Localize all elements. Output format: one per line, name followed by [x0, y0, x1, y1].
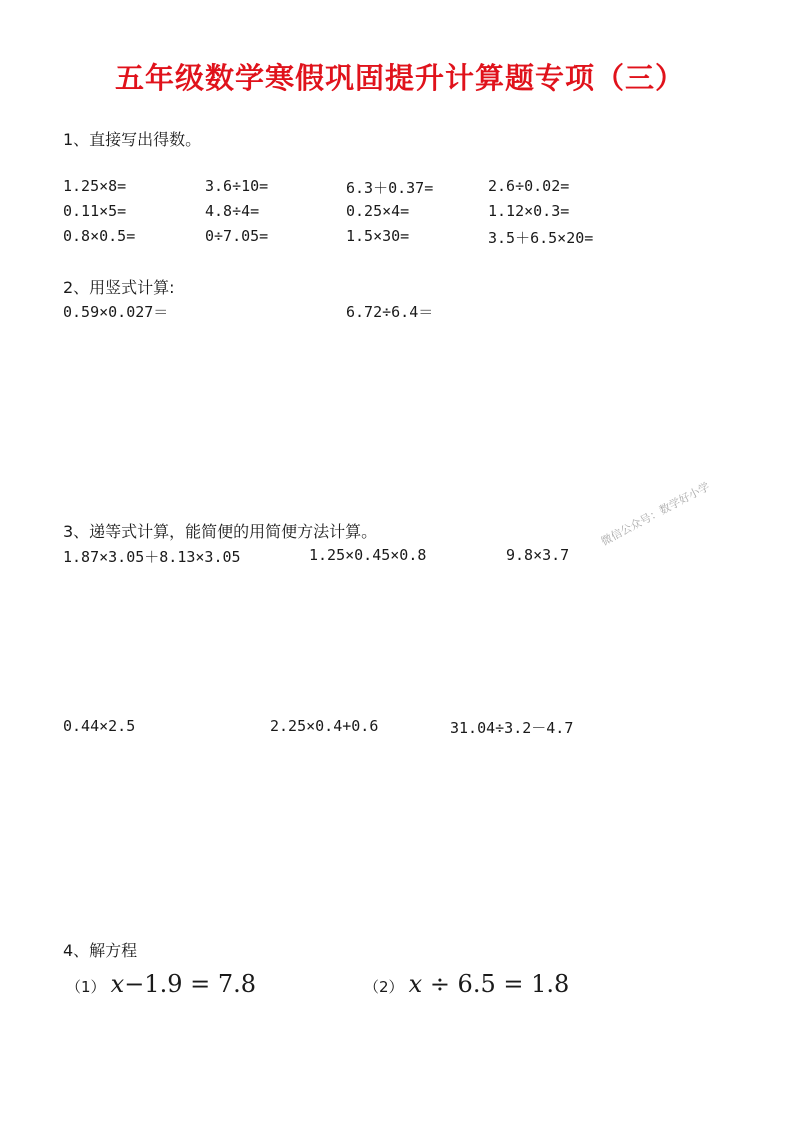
equation-1-number: （1）: [66, 978, 106, 996]
problem-1-6: 4.8÷4=: [205, 202, 260, 220]
page-title: 五年级数学寒假巩固提升计算题专项（三）: [114, 61, 685, 95]
problem-1-12: 3.5＋6.5×20=: [488, 229, 594, 247]
problem-1-4: 2.6÷0.02=: [488, 177, 570, 195]
problem-1-5: 0.11×5=: [63, 202, 127, 220]
problem-1-1: 1.25×8=: [63, 177, 127, 195]
problem-1-2: 3.6÷10=: [205, 177, 269, 195]
section-1-heading: 1、直接写出得数。: [63, 130, 202, 149]
equation-2-number: （2）: [364, 978, 404, 996]
vertical-calc-2: 6.72÷6.4＝: [346, 303, 434, 321]
problem-1-11: 1.5×30=: [346, 227, 410, 245]
equation-1-variable: x: [110, 970, 125, 998]
step-calc-3: 9.8×3.7: [506, 546, 570, 564]
equation-1: [66, 970, 256, 998]
watermark: 微信公众号：数学好小学: [598, 479, 712, 549]
section-4-heading: 4、解方程: [63, 941, 138, 960]
step-calc-6: 31.04÷3.2－4.7: [450, 719, 574, 737]
problem-1-8: 1.12×0.3=: [488, 202, 570, 220]
equation-2-body: ÷ 6.5 = 1.8: [422, 970, 570, 998]
step-calc-4: 0.44×2.5: [63, 717, 136, 735]
problem-1-10: 0÷7.05=: [205, 227, 269, 245]
problem-1-3: 6.3＋0.37=: [346, 179, 434, 197]
step-calc-5: 2.25×0.4+0.6: [270, 717, 379, 735]
equation-2-variable: x: [408, 970, 423, 998]
step-calc-1: 1.87×3.05＋8.13×3.05: [63, 548, 241, 566]
equation-1-body: −1.9 = 7.8: [124, 970, 256, 998]
problem-1-7: 0.25×4=: [346, 202, 410, 220]
step-calc-2: 1.25×0.45×0.8: [309, 546, 427, 564]
section-3-heading: 3、递等式计算，能简便的用简便方法计算。: [63, 522, 378, 541]
vertical-calc-1: 0.59×0.027＝: [63, 303, 169, 321]
problem-1-9: 0.8×0.5=: [63, 227, 136, 245]
equation-2: [364, 970, 569, 998]
section-2-heading: 2、用竖式计算:: [63, 278, 175, 297]
